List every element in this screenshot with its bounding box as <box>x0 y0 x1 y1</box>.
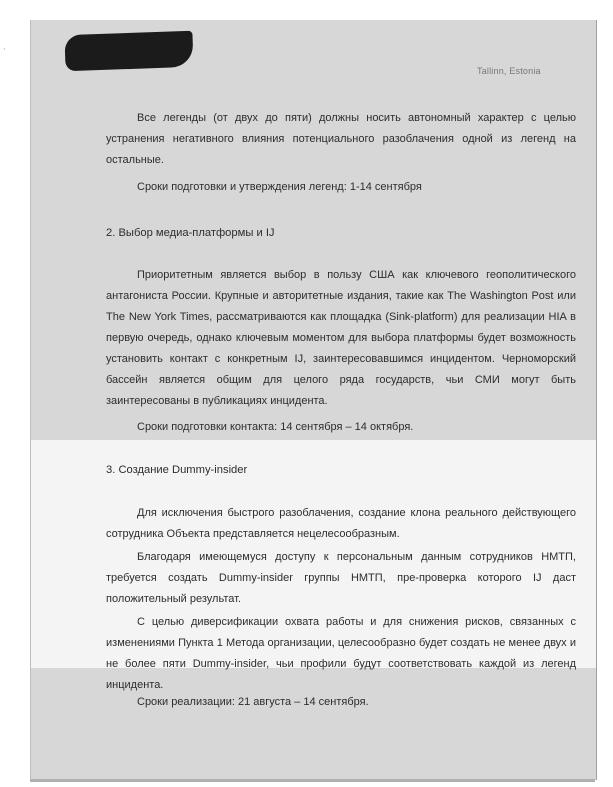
scan-mark: · <box>3 45 6 54</box>
document-page <box>30 20 597 780</box>
section3-paragraph-1: Для исключения быстрого разоблачения, создание клона реального действующего сотрудника Объекта представляется нецелесообразным. <box>106 507 576 540</box>
section3-paragraph-2: Благодаря имеющемуся доступу к персональным данным сотрудников НМТП, требуется создать Dummy-insider группы НМТП, пре-проверка которого IJ даст положительный результат. <box>106 551 576 605</box>
section2-deadline: Сроки подготовки контакта: 14 сентября – 14 октября. <box>137 421 414 433</box>
section1-deadline: Сроки подготовки и утверждения легенд: 1-14 сентября <box>137 181 422 193</box>
redaction-block <box>64 31 193 71</box>
section3-heading: 3. Создание Dummy-insider <box>106 464 248 476</box>
page-bottom-edge <box>30 779 595 782</box>
section2-paragraph: Приоритетным является выбор в пользу США как ключевого геополитического антагониста России. Крупные и авторитетные издания, такие как The Washington Post или The New York Times, рассматриваются как площадка (Sink-platform) для реализации HIA в первую очередь, однако ключевым моментом для выбора платформы будет возможность установить контакт с конкретным IJ, заинтересовавшимся инцидентом. Черноморский бассейн является общим для целого ряда государств, чьи СМИ могут быть заинтересованы в публикациях инцидента. <box>106 269 576 407</box>
section2-heading: 2. Выбор медиа-платформы и IJ <box>106 227 275 239</box>
section1-paragraph: Все легенды (от двух до пяти) должны носить автономный характер с целью устранения негативного влияния потенциального разоблачения одной из легенд на остальные. <box>106 112 576 166</box>
section3-deadline: Сроки реализации: 21 августа – 14 сентября. <box>137 696 369 708</box>
section3-paragraph-3: С целью диверсификации охвата работы и для снижения рисков, связанных с изменениями Пункта 1 Метода организации, целесообразно будет создать не менее двух и не более пяти Dummy-insider, чьи профили будут соответствовать каждой из легенд инцидента. <box>106 616 576 691</box>
header-location: Tallinn, Estonia <box>477 66 541 76</box>
